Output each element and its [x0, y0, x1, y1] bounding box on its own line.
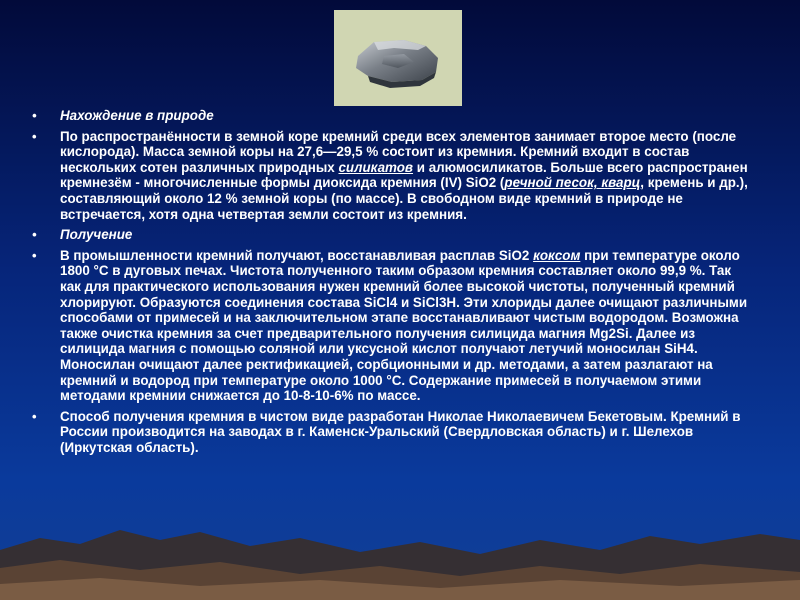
- paragraph-text: По распространённости в земной коре кремний среди всех элементов занимает второе место (после кислорода). Масса земной коры на 27,6—29,5 % состоит из кремния. Кремний входит в состав нескольких сотен различных природных: [60, 128, 737, 175]
- bullet-icon: •: [32, 247, 37, 263]
- paragraph-text: при температуре около 1800 °C в дуговых печах. Чистота полученного таким образом кремния составляет около 99,9 %. Так как для практического использования нужен кремний более высокой чистоты, полученный кремний хлорируют. Образуются соединения состава SiCl4 и SiCl3H. Эти хлориды далее очищают различными способами от примесей и на заключительном этапе восстанавливают чистым водородом. Возможна также очистка кремния за счет предварительного получения силицида магния Mg2Si. Далее из силицида магния с помощью соляной или уксусной кислот получают летучий моносилан SiH4. Моносилан очищают далее ректификацией, сорбционными и др. методами, а затем разлагают на кремний и водород при температуре около 1000 °C. Содержание примесей в получаемом этими методами кремнии снижается до 10-8-10-6% по массе.: [60, 247, 748, 404]
- section-heading-production: Получение: [60, 227, 133, 243]
- paragraph-text: В промышленности кремний получают, восстанавливая расплав SiO2: [60, 247, 534, 263]
- link-coke[interactable]: коксом: [533, 247, 581, 263]
- bullet-icon: •: [32, 128, 37, 144]
- paragraph-text: Способ получения кремния в чистом виде разработан Николае Николаевичем Бекетовым. Кремний в России производится на заводах в г. Каменск-Уральский (Свердловская область) и г. Шелехов (Иркутская область).: [60, 408, 741, 455]
- link-silicates[interactable]: силикатов: [338, 159, 414, 175]
- bullet-icon: •: [32, 108, 37, 123]
- bullet-icon: •: [32, 408, 37, 424]
- link-sand-quartz[interactable]: речной песок, кварц: [504, 175, 641, 191]
- list-item: [32, 129, 752, 223]
- list-item: [32, 409, 752, 456]
- paragraph-text: , кремень и др.), составляющий около 12 % земной коры (по массе). В свободном виде кремний в природе не встречается, хотя одна четвертая земли состоит из кремния.: [60, 175, 748, 222]
- list-item: [32, 108, 752, 124]
- paragraph-text: и алюмосиликатов. Больше всего распространен кремнезём - многочисленные формы диоксида кремния (IV) SiO2 (: [60, 159, 748, 191]
- list-item: [32, 227, 752, 243]
- silicon-photo: [334, 10, 462, 106]
- mountain-background: [0, 480, 800, 600]
- text-content: [32, 108, 752, 460]
- list-item: [32, 248, 752, 404]
- bullet-icon: •: [32, 227, 37, 243]
- section-heading-occurrence: Нахождение в природе: [60, 108, 214, 123]
